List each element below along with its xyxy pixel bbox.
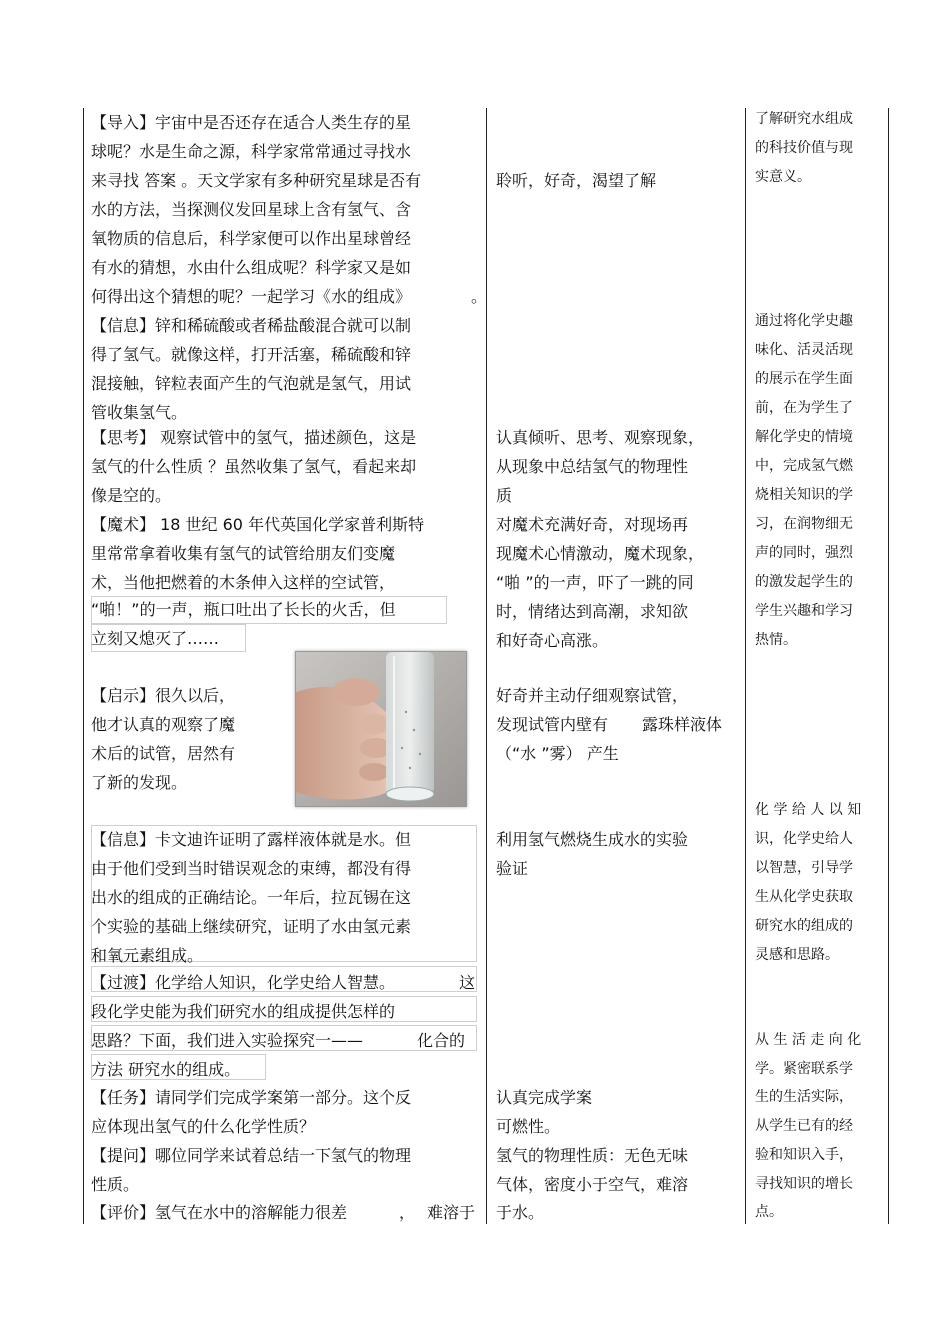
text-line: 了新的发现。 (91, 773, 188, 792)
text-line: 【信息】卡文迪许证明了露样液体就是水。但 (91, 830, 412, 849)
text-line: 他才认真的观察了魔 (91, 715, 236, 734)
text-line: 的展示在学生面 (755, 371, 853, 387)
text-line: 何得出这个猜想的呢？一起学习《水的组成》 (91, 287, 412, 306)
text-line: 个实验的基础上继续研究，证明了水由氢元素 (91, 917, 412, 936)
text-line: 【思考】 观察试管中的氢气，描述颜色，这是 (91, 428, 417, 447)
text-line: 【过渡】化学给人知识，化学史给人智慧。 (91, 973, 396, 992)
text-line: 术，当他把燃着的木条伸入这样的空试管， (91, 573, 396, 592)
text-line: 从 生 活 走 向 化 (755, 1032, 862, 1048)
text-line: 验和知识入手， (755, 1147, 853, 1163)
text-line: 应体现出氢气的什么化学性质？ (91, 1117, 316, 1136)
text-line: 可燃性。 (496, 1117, 561, 1136)
table-border-right (888, 108, 889, 1224)
text-line: 认真倾听、思考、观察现象， (496, 428, 705, 447)
text-line: 从学生已有的经 (755, 1118, 853, 1134)
text-line: 性质。 (91, 1175, 140, 1194)
text-line: 术后的试管，居然有 (91, 744, 236, 763)
text-line: 的激发起学生的 (755, 574, 853, 590)
text-line: 声的同时，强烈 (755, 545, 853, 561)
text-line: 质 (496, 486, 513, 505)
text-line: 【魔术】 18 世纪 60 年代英国化学家普利斯特 (91, 515, 425, 534)
text-line: 【提问】哪位同学来试着总结一下氢气的物理 (91, 1146, 412, 1165)
text-fragment: 化合的 (417, 1031, 466, 1050)
text-line: 学生兴趣和学习 (755, 603, 853, 619)
text-line: 氧物质的信息后，科学家便可以作出星球曾经 (91, 229, 412, 248)
table-divider-1 (486, 108, 487, 1224)
text-line: 和好奇心高涨。 (496, 631, 609, 650)
text-line: 方法 研究水的组成。 (91, 1060, 241, 1079)
text-line: 热情。 (755, 632, 797, 648)
text-line: 的科技价值与现 (755, 140, 853, 156)
test-tube-photo-icon (295, 651, 467, 807)
text-line: 了解研究水组成 (755, 111, 853, 127)
text-line: 认真完成学案 (496, 1088, 593, 1107)
text-line: 以智慧，引导学 (755, 860, 853, 876)
text-line: 【任务】请同学们完成学案第一部分。这个反 (91, 1088, 412, 1107)
text-line: 【导入】宇宙中是否还存在适合人类生存的星 (91, 113, 412, 132)
text-line: 点。 (755, 1204, 783, 1220)
text-line: 生的生活实际， (755, 1089, 853, 1105)
text-line: “啪 ”的一声，吓了一跳的同 (496, 573, 694, 592)
text-line: 管收集氢气。 (91, 403, 188, 422)
text-line: 解化学史的情境 (755, 429, 853, 445)
lesson-table (83, 108, 889, 1224)
text-line: 来寻找 答案 。天文学家有多种研究星球是否有 (91, 171, 422, 190)
text-fragment: 这 (459, 973, 476, 992)
text-line: 时，情绪达到高潮，求知欲 (496, 602, 689, 621)
text-line: 得了氢气。就像这样，打开活塞，稀硫酸和锌 (91, 345, 412, 364)
text-line: 思路？下面，我们进入实验探究一—— (91, 1031, 364, 1050)
text-line: 【启示】很久以后， (91, 686, 236, 705)
text-line: 球呢？水是生命之源，科学家常常通过寻找水 (91, 142, 412, 161)
text-line: 利用氢气燃烧生成水的实验 (496, 830, 689, 849)
text-fragment: 难溶于 (427, 1203, 476, 1222)
text-line: 化 学 给 人 以 知 (755, 802, 862, 818)
table-border-left (83, 108, 84, 1224)
text-line: 立刻又熄灭了…… (91, 629, 220, 648)
text-line: 从现象中总结氢气的物理性 (496, 457, 689, 476)
text-fragment: ， (399, 1203, 416, 1222)
table-divider-2 (745, 108, 746, 1224)
text-line: 水的方法，当探测仪发回星球上含有氢气、含 (91, 200, 412, 219)
text-line: 【信息】锌和稀硫酸或者稀盐酸混合就可以制 (91, 316, 412, 335)
text-line: 通过将化学史趣 (755, 313, 853, 329)
text-line: 气体，密度小于空气，难溶 (496, 1175, 689, 1194)
text-line: 段化学史能为我们研究水的组成提供怎样的 (91, 1002, 396, 1021)
text-line: 寻找知识的增长 (755, 1176, 853, 1192)
text-line: 有水的猜想，水由什么组成呢？科学家又是如 (91, 258, 412, 277)
text-line: 里常常拿着收集有氢气的试管给朋友们变魔 (91, 544, 396, 563)
text-line: 中，完成氢气燃 (755, 458, 853, 474)
text-fragment: 。 (471, 287, 488, 306)
text-line: 对魔术充满好奇，对现场再 (496, 515, 689, 534)
text-line: 发现试管内壁有 (496, 715, 609, 734)
text-line: 验证 (496, 859, 529, 878)
text-line: 好奇并主动仔细观察试管， (496, 686, 689, 705)
text-line: 前，在为学生了 (755, 400, 853, 416)
text-line: 混接触，锌粒表面产生的气泡就是氢气，用试 (91, 374, 412, 393)
text-line: 于水。 (496, 1203, 545, 1222)
text-line: （“水 ”雾） 产生 (496, 744, 619, 763)
text-line: 习，在润物细无 (755, 516, 853, 532)
text-line: 学。紧密联系学 (755, 1061, 853, 1077)
text-line: 由于他们受到当时错误观念的束缚，都没有得 (91, 859, 412, 878)
text-line: 生从化学史获取 (755, 889, 853, 905)
text-line: “啪！”的一声，瓶口吐出了长长的火舌，但 (91, 600, 396, 619)
text-line: 烧相关知识的学 (755, 487, 853, 503)
text-fragment: 露珠样液体 (642, 715, 723, 734)
text-line: 和氧元素组成。 (91, 946, 204, 965)
text-line: 【评价】氢气在水中的溶解能力很差 (91, 1203, 348, 1222)
text-line: 聆听，好奇，渴望了解 (496, 171, 657, 190)
text-line: 氢气的物理性质：无色无味 (496, 1146, 689, 1165)
text-line: 实意义。 (755, 169, 811, 185)
text-line: 灵感和思路。 (755, 947, 839, 963)
text-line: 识，化学史给人 (755, 831, 853, 847)
text-line: 现魔术心情激动，魔术现象， (496, 544, 705, 563)
text-line: 氢气的什么性质 ？虽然收集了氢气，看起来却 (91, 457, 417, 476)
text-line: 研究水的组成的 (755, 918, 853, 934)
text-line: 出水的组成的正确结论。一年后，拉瓦锡在这 (91, 888, 412, 907)
text-line: 像是空的。 (91, 486, 172, 505)
text-line: 味化、活灵活现 (755, 342, 853, 358)
